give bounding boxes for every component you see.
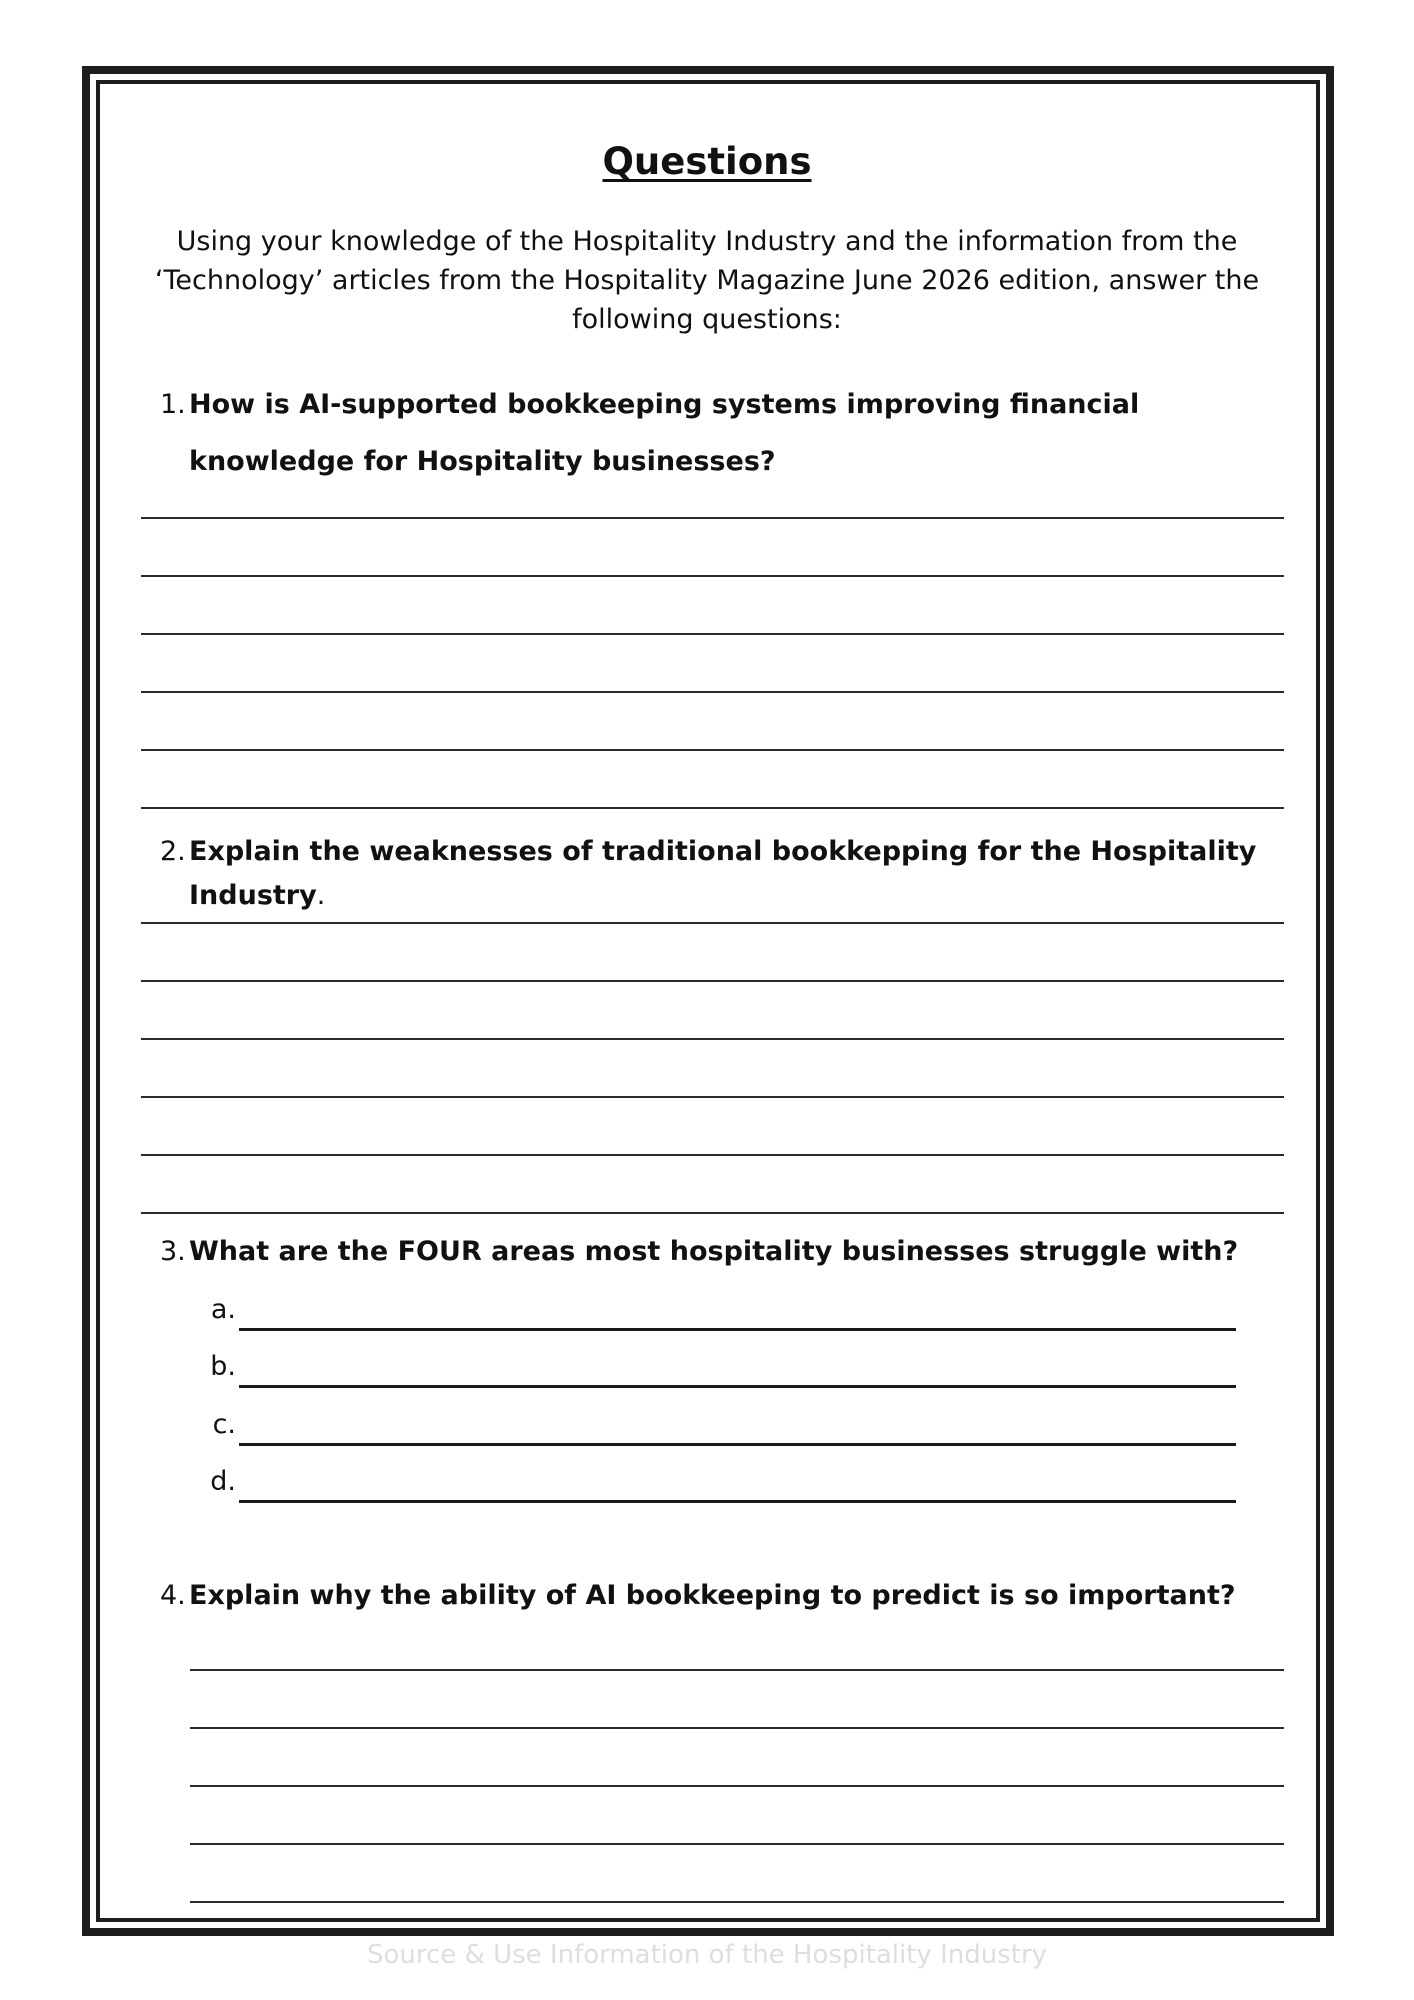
question-number: 3. — [160, 1236, 186, 1267]
answer-line[interactable] — [141, 1154, 1284, 1156]
answer-item-b — [206, 1351, 1236, 1391]
question-punctuation: . — [316, 880, 326, 911]
question-2 — [160, 830, 1300, 918]
answer-line[interactable] — [141, 633, 1284, 635]
answer-line[interactable] — [141, 517, 1284, 519]
question-number: 2. — [160, 836, 186, 867]
answer-line[interactable] — [190, 1901, 1284, 1903]
answer-line[interactable] — [141, 1096, 1284, 1098]
question-text: What are the FOUR areas most hospitality businesses struggle with? — [189, 1236, 1239, 1267]
question-text: Explain the weaknesses of traditional bookkepping for the Hospitality Industry — [189, 836, 1257, 911]
footer-source-text: Source & Use Information of the Hospitality Industry — [366, 1940, 1048, 1970]
question-text: How is AI-supported bookkeeping systems improving financial knowledge for Hospitality businesses? — [189, 389, 1140, 477]
answer-line[interactable] — [239, 1443, 1236, 1446]
answer-item-a — [206, 1294, 1236, 1334]
answer-line[interactable] — [190, 1727, 1284, 1729]
question-3 — [160, 1230, 1300, 1274]
answer-line[interactable] — [141, 1212, 1284, 1214]
question-4 — [160, 1574, 1300, 1618]
answer-line[interactable] — [141, 980, 1284, 982]
answer-line[interactable] — [141, 807, 1284, 809]
answer-item-d — [206, 1466, 1236, 1506]
answer-line[interactable] — [141, 691, 1284, 693]
answer-line[interactable] — [239, 1328, 1236, 1331]
answer-line[interactable] — [190, 1785, 1284, 1787]
answer-line[interactable] — [141, 1038, 1284, 1040]
question-number: 1. — [160, 389, 186, 420]
item-letter: b. — [210, 1351, 236, 1382]
answer-line[interactable] — [141, 749, 1284, 751]
answer-line[interactable] — [239, 1500, 1236, 1503]
question-number: 4. — [160, 1580, 186, 1611]
question-1 — [160, 376, 1300, 490]
answer-line[interactable] — [190, 1669, 1284, 1671]
instructions-text: Using your knowledge of the Hospitality Industry and the information from the ‘Technology’ articles from the Hospitality Magazine June 2026 edition, answer the following questions: — [154, 226, 1260, 335]
question-text: Explain why the ability of AI bookkeeping to predict is so important? — [189, 1580, 1236, 1611]
answer-line[interactable] — [239, 1385, 1236, 1388]
item-letter: a. — [210, 1294, 236, 1325]
page-border-inner — [96, 80, 1320, 1922]
answer-line[interactable] — [141, 922, 1284, 924]
answer-line[interactable] — [190, 1843, 1284, 1845]
page-title: Questions — [602, 140, 812, 183]
item-letter: c. — [212, 1409, 236, 1440]
answer-item-c — [206, 1409, 1236, 1449]
answer-line[interactable] — [141, 575, 1284, 577]
item-letter: d. — [210, 1466, 236, 1497]
